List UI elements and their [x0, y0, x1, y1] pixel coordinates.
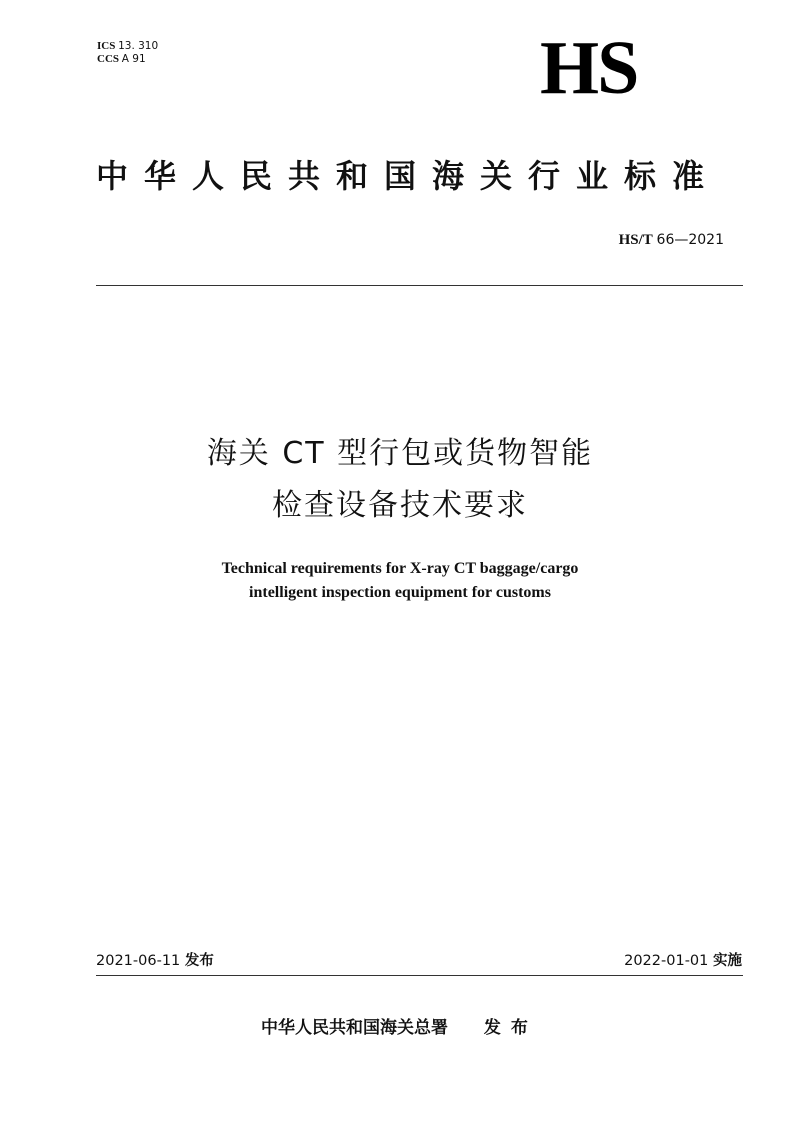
chinese-title	[0, 428, 800, 532]
issuer-line	[261, 1016, 538, 1040]
bottom-divider	[96, 975, 743, 976]
standard-number	[619, 230, 724, 250]
standard-number-value: 66—2021	[656, 232, 724, 248]
implementation-date-value: 2022-01-01	[624, 953, 709, 969]
chinese-title-line-2: 检查设备技术要求	[272, 488, 528, 523]
hs-logo: HS	[540, 26, 638, 110]
ccs-value: A 91	[121, 53, 146, 65]
english-title-line-1: Technical requirements for X-ray CT baggage/cargo	[221, 560, 579, 577]
chinese-title-line-1: 海关 CT 型行包或货物智能	[206, 436, 594, 471]
issue-date	[96, 951, 214, 971]
issuer-name: 中华人民共和国海关总署	[261, 1018, 448, 1038]
ics-code	[97, 40, 158, 53]
implementation-date	[624, 951, 742, 971]
classification-codes	[97, 40, 158, 66]
standard-category-title: 中华人民共和国海关行业标准	[96, 157, 721, 195]
english-title-line-2: intelligent inspection equipment for customs	[249, 584, 551, 601]
ccs-label: CCS	[97, 53, 120, 65]
ccs-code	[97, 53, 158, 66]
issue-label: 发布	[184, 953, 214, 969]
issue-date-value: 2021-06-11	[96, 953, 181, 969]
issuer-action: 发布	[483, 1018, 538, 1038]
english-title	[0, 557, 800, 605]
ics-label: ICS	[97, 40, 116, 52]
top-divider	[96, 285, 743, 286]
standard-code: HS/T	[618, 232, 653, 248]
ics-value: 13. 310	[118, 40, 159, 52]
implementation-label: 实施	[713, 953, 742, 969]
